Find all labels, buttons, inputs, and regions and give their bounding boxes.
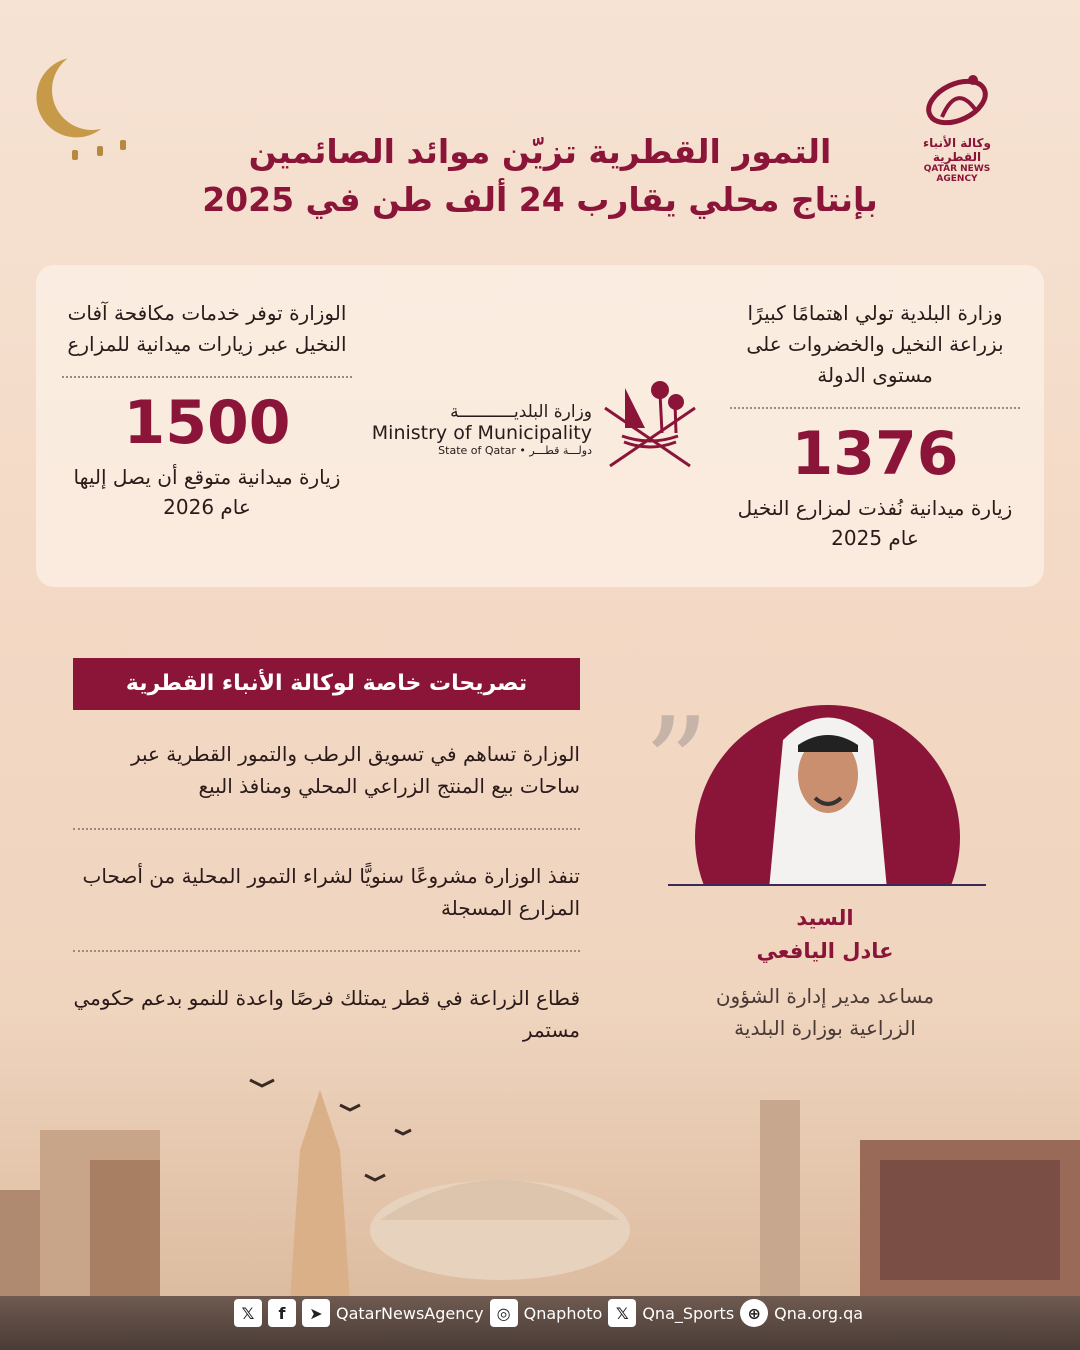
speaker-name: عادل اليافعي [756,939,894,963]
stat-number: 1500 [123,388,291,458]
agency-name-ar: وكالة الأنباء القطرية [923,136,991,164]
telegram-icon[interactable]: ➤ [302,1299,330,1327]
lantern-icon [97,146,103,156]
divider [668,884,986,886]
stat-visits-2025 [730,298,1020,553]
ministry-state: State of Qatar • دولـــة قطـــر [438,444,592,457]
x-icon[interactable]: 𝕏 [608,1299,636,1327]
title-line-1: التمور القطرية تزيّن موائد الصائمين [248,132,832,171]
lantern-icon [120,140,126,150]
qna-emblem-icon [917,62,997,132]
globe-icon[interactable]: ⊕ [740,1299,768,1327]
stat-visits-2026 [62,298,352,522]
handle-main[interactable]: QatarNewsAgency [336,1303,484,1323]
agency-name-en: QATAR NEWS AGENCY [923,164,991,184]
title-line-2: بإنتاج محلي يقارب 24 ألف طن في 2025 [202,180,878,219]
x-icon[interactable]: 𝕏 [234,1299,262,1327]
ministry-name-en: Ministry of Municipality [371,422,592,444]
speaker-info [680,902,970,1044]
stat-number: 1376 [791,419,959,489]
divider [73,828,580,830]
divider [73,950,580,952]
ministry-logo [371,378,700,478]
statement-item: الوزارة تساهم في تسويق الرطب والتمور القطرية عبر ساحات بيع المنتج الزراعي المحلي ومنافذ البيع [130,742,580,798]
instagram-icon[interactable]: ◎ [490,1299,518,1327]
divider [730,407,1020,409]
speaker-title: السيد [796,906,854,930]
social-links [234,1298,863,1328]
stat-caption: زيارة ميدانية نُفذت لمزارع النخيل عام 2025 [737,496,1013,550]
facebook-icon[interactable]: f [268,1299,296,1327]
qatar-emblem-icon [600,378,700,473]
page-title [150,128,930,224]
divider [62,376,352,378]
lantern-icon [72,150,78,160]
speaker-role: مساعد مدير إدارة الشؤون الزراعية بوزارة البلدية [715,984,935,1040]
speaker-photo [695,705,960,885]
handle-sports[interactable]: Qna_Sports [642,1303,735,1323]
statement-item: تنفذ الوزارة مشروعًا سنويًّا لشراء التمور المحلية من أصحاب المزارع المسجلة [82,864,580,920]
website-link[interactable]: Qna.org.qa [774,1303,864,1323]
ministry-name-ar: وزارة البلديـــــــــــة [450,402,592,422]
statements-banner: تصريحات خاصة لوكالة الأنباء القطرية [73,658,580,710]
statement-item: قطاع الزراعة في قطر يمتلك فرصًا واعدة للنمو بدعم حكومي مستمر [73,986,580,1042]
stat-description: وزارة البلدية تولي اهتمامًا كبيرًا بزراعة النخيل والخضروات على مستوى الدولة [746,301,1004,387]
crescent-moon-icon [46,44,139,137]
doha-skyline-illustration [0,1060,1080,1300]
quote-mark-icon: ” [643,689,710,841]
stat-description: الوزارة توفر خدمات مكافحة آفات النخيل عبر زيارات ميدانية للمزارع [67,301,347,356]
handle-photo[interactable]: Qnaphoto [523,1303,603,1323]
stat-caption: زيارة ميدانية متوقع أن يصل إليها عام 2026 [73,465,341,519]
